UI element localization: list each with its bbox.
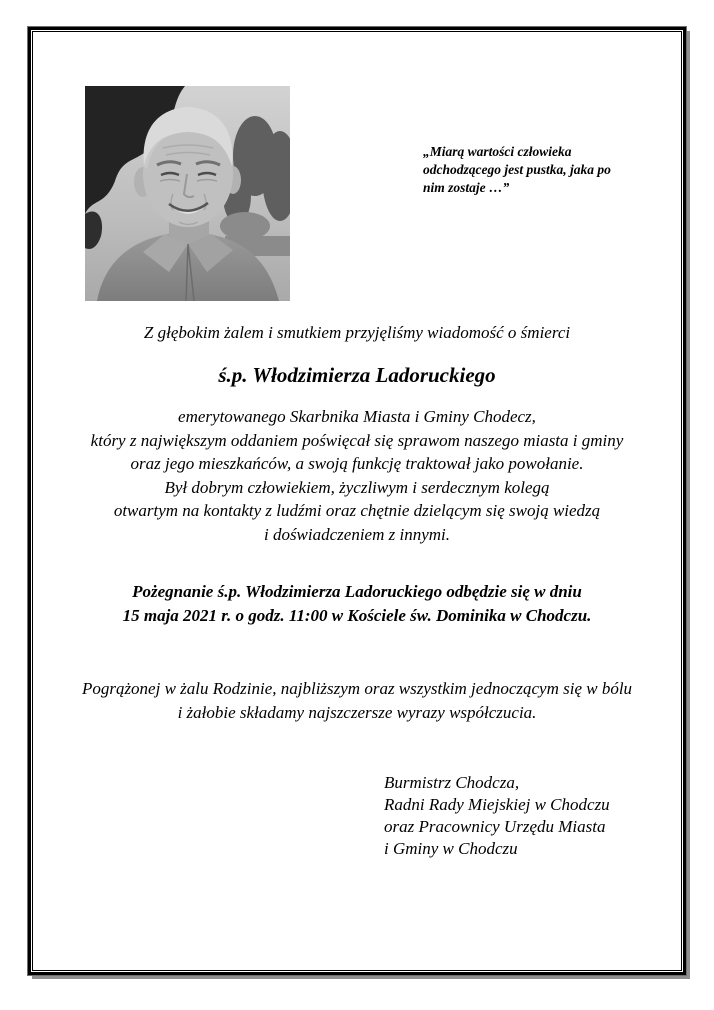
condolence-paragraph [0,677,714,724]
funeral-line: 15 maja 2021 r. o godz. 11:00 w Kościele św. Dominika w Chodczu. [122,605,592,625]
signature-block [384,772,610,860]
tribute-line: oraz jego mieszkańców, a swoją funkcję traktował jako powołanie. [130,454,584,473]
quote-line: „Miarą wartości człowieka [423,144,572,159]
signature-line: Radni Rady Miejskiej w Chodczu [384,795,610,814]
tribute-paragraph [0,405,714,546]
portrait-photo-graphic [85,86,290,301]
intro-line: Z głębokim żalem i smutkiem przyjęliśmy wiadomość o śmierci [143,323,571,342]
tribute-line: który z największym oddaniem poświęcał się sprawom naszego miasta i gminy [90,430,624,450]
deceased-name-heading: ś.p. Włodzimierza Ladoruckiego [218,363,496,387]
tribute-line: Był dobrym człowiekiem, życzliwym i serdecznym kolegą [164,477,550,497]
funeral-line: Pożegnanie ś.p. Włodzimierza Ladoruckiego odbędzie się w dniu [132,582,582,601]
memorial-quote [423,143,668,197]
tribute-line: otwartym na kontakty z ludźmi oraz chętnie dzielącym się swoją wiedzą [113,501,601,520]
signature-line: oraz Pracownicy Urzędu Miasta [384,817,606,836]
funeral-announcement [0,580,714,627]
quote-line: odchodzącego jest pustka, jaka po [423,162,611,177]
condolence-line: Pogrążonej w żalu Rodzinie, najbliższym oraz wszystkim jednoczącym się w bólu [81,679,633,698]
signature-line: Burmistrz Chodcza, [384,773,520,792]
signature-line: i Gminy w Chodczu [384,839,518,858]
condolence-line: i żałobie składamy najszczersze wyrazy współczucia. [177,702,537,722]
tribute-line: emerytowanego Skarbnika Miasta i Gminy Chodecz, [178,407,536,426]
quote-line: nim zostaje …” [423,180,510,195]
deceased-portrait-photo [85,86,290,301]
tribute-line: i doświadczeniem z innymi. [263,524,451,544]
